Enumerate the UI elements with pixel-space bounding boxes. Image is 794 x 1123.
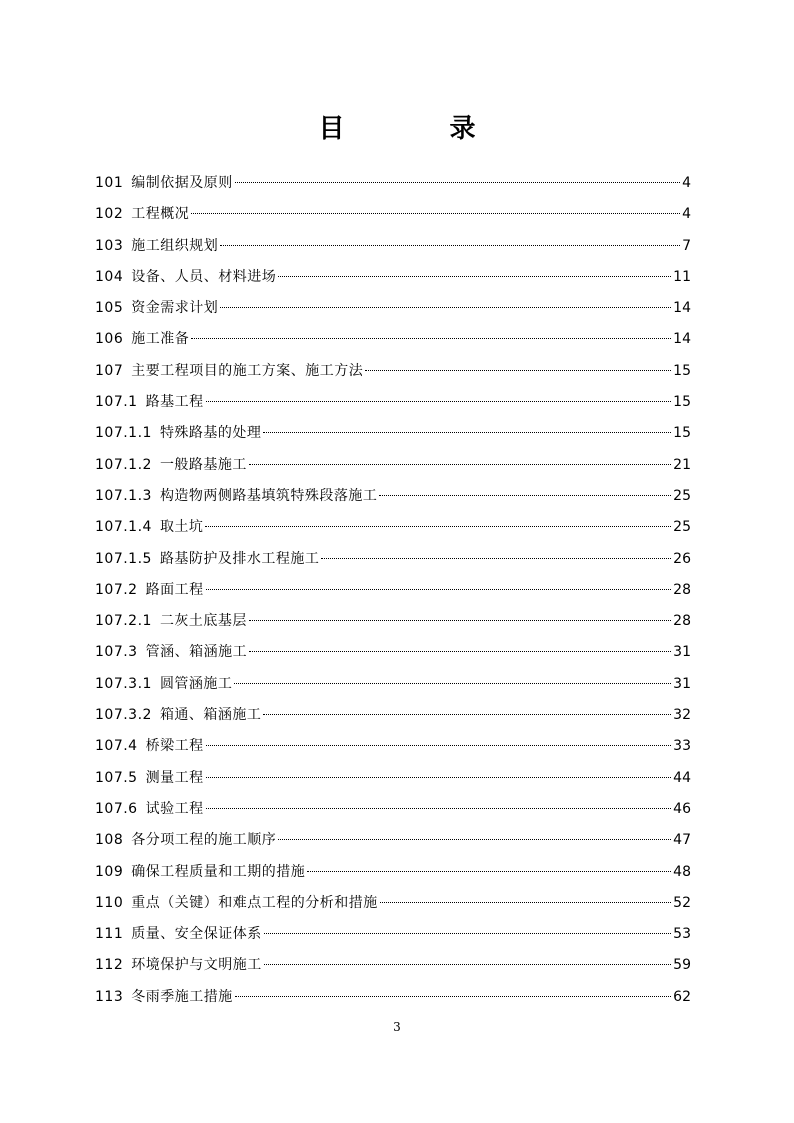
toc-entry[interactable] bbox=[95, 763, 691, 794]
toc-entry-title bbox=[95, 763, 204, 794]
toc-entry-number: 107.4 bbox=[95, 738, 138, 755]
toc-dot-leader bbox=[249, 620, 671, 621]
toc-entry-page: 59 bbox=[673, 957, 691, 974]
toc-entry-page: 25 bbox=[673, 487, 691, 504]
toc-entry-number: 106 bbox=[95, 331, 124, 348]
toc-dot-leader bbox=[206, 589, 672, 590]
toc-entry-page: 7 bbox=[682, 237, 691, 254]
toc-entry-title bbox=[95, 512, 203, 543]
toc-entry-title bbox=[95, 231, 218, 262]
toc-entry-page: 46 bbox=[673, 800, 691, 817]
toc-entry-page: 52 bbox=[673, 894, 691, 911]
toc-dot-leader bbox=[264, 933, 671, 934]
toc-entry-page: 15 bbox=[673, 425, 691, 442]
toc-entry-title bbox=[95, 450, 247, 481]
toc-entry-page: 47 bbox=[673, 832, 691, 849]
toc-entry-title bbox=[95, 637, 247, 668]
toc-entry-number: 107.3.2 bbox=[95, 707, 152, 724]
toc-entry-number: 113 bbox=[95, 988, 124, 1005]
toc-entry-label: 各分项工程的施工顺序 bbox=[131, 832, 277, 849]
toc-entry-label: 路基防护及排水工程施工 bbox=[159, 550, 320, 567]
toc-entry-title bbox=[95, 575, 204, 606]
toc-entry-label: 路基工程 bbox=[145, 394, 204, 411]
toc-entry[interactable] bbox=[95, 982, 691, 1013]
toc-entry[interactable] bbox=[95, 387, 691, 418]
toc-entry[interactable] bbox=[95, 669, 691, 700]
toc-entry-title bbox=[95, 262, 276, 293]
toc-dot-leader bbox=[321, 558, 671, 559]
toc-entry-page: 15 bbox=[673, 362, 691, 379]
toc-entry-label: 取土坑 bbox=[159, 519, 204, 536]
table-of-contents bbox=[95, 168, 691, 1013]
page-number: 3 bbox=[393, 1020, 401, 1034]
toc-entry-number: 107.1.3 bbox=[95, 487, 152, 504]
toc-dot-leader bbox=[206, 401, 672, 402]
toc-entry[interactable] bbox=[95, 637, 691, 668]
toc-entry[interactable] bbox=[95, 356, 691, 387]
toc-entry-title bbox=[95, 544, 319, 575]
toc-dot-leader bbox=[263, 714, 671, 715]
toc-dot-leader bbox=[220, 307, 671, 308]
toc-entry-label: 桥梁工程 bbox=[145, 738, 204, 755]
toc-entry-title bbox=[95, 919, 262, 950]
toc-dot-leader bbox=[380, 902, 671, 903]
toc-dot-leader bbox=[379, 495, 671, 496]
toc-entry-label: 质量、安全保证体系 bbox=[131, 926, 262, 943]
toc-entry-label: 工程概况 bbox=[131, 206, 190, 223]
toc-entry-label: 环境保护与文明施工 bbox=[131, 957, 262, 974]
toc-entry-page: 31 bbox=[673, 644, 691, 661]
toc-entry-number: 107.1.4 bbox=[95, 519, 152, 536]
toc-entry-page: 15 bbox=[673, 394, 691, 411]
toc-entry[interactable] bbox=[95, 512, 691, 543]
toc-entry-page: 33 bbox=[673, 738, 691, 755]
toc-entry[interactable] bbox=[95, 606, 691, 637]
toc-entry-page: 4 bbox=[682, 175, 691, 191]
toc-entry-label: 设备、人员、材料进场 bbox=[131, 268, 277, 285]
toc-entry-number: 108 bbox=[95, 832, 124, 849]
toc-entry-page: 48 bbox=[673, 863, 691, 880]
toc-entry[interactable] bbox=[95, 919, 691, 950]
toc-entry[interactable] bbox=[95, 168, 691, 199]
toc-entry-page: 14 bbox=[673, 300, 691, 317]
toc-entry[interactable] bbox=[95, 262, 691, 293]
toc-dot-leader bbox=[205, 526, 671, 527]
toc-dot-leader bbox=[191, 338, 671, 339]
toc-entry-title bbox=[95, 293, 218, 324]
toc-entry-number: 107.5 bbox=[95, 769, 138, 786]
toc-entry[interactable] bbox=[95, 700, 691, 731]
toc-entry-number: 107.1 bbox=[95, 394, 138, 411]
toc-dot-leader bbox=[220, 245, 680, 246]
toc-entry[interactable] bbox=[95, 293, 691, 324]
toc-entry-number: 109 bbox=[95, 863, 124, 880]
toc-entry-number: 107 bbox=[95, 362, 124, 379]
toc-entry-title bbox=[95, 794, 204, 825]
toc-entry-label: 主要工程项目的施工方案、施工方法 bbox=[131, 362, 364, 379]
toc-entry-page: 14 bbox=[673, 331, 691, 348]
toc-entry-title bbox=[95, 356, 363, 387]
toc-entry[interactable] bbox=[95, 418, 691, 449]
toc-entry-number: 102 bbox=[95, 206, 124, 223]
toc-entry-number: 103 bbox=[95, 237, 124, 254]
toc-entry-title bbox=[95, 669, 232, 700]
toc-entry[interactable] bbox=[95, 231, 691, 262]
toc-entry[interactable] bbox=[95, 950, 691, 981]
toc-entry-title bbox=[95, 199, 189, 230]
toc-entry[interactable] bbox=[95, 544, 691, 575]
toc-entry-label: 重点（关键）和难点工程的分析和措施 bbox=[131, 894, 378, 911]
toc-entry-title bbox=[95, 700, 261, 731]
toc-entry-number: 111 bbox=[95, 926, 124, 943]
toc-entry[interactable] bbox=[95, 481, 691, 512]
toc-dot-leader bbox=[263, 432, 671, 433]
toc-entry-number: 107.6 bbox=[95, 800, 138, 817]
toc-dot-leader bbox=[264, 964, 671, 965]
toc-entry-label: 施工组织规划 bbox=[131, 237, 219, 254]
toc-entry[interactable] bbox=[95, 324, 691, 355]
toc-dot-leader bbox=[249, 651, 671, 652]
toc-entry[interactable] bbox=[95, 857, 691, 888]
toc-entry[interactable] bbox=[95, 731, 691, 762]
toc-entry-title bbox=[95, 606, 247, 637]
toc-entry[interactable] bbox=[95, 450, 691, 481]
toc-entry-label: 冬雨季施工措施 bbox=[131, 988, 233, 1005]
toc-entry[interactable] bbox=[95, 575, 691, 606]
toc-entry-label: 特殊路基的处理 bbox=[159, 425, 262, 442]
toc-entry-page: 53 bbox=[673, 926, 691, 943]
toc-entry-page: 21 bbox=[673, 456, 691, 473]
toc-entry-label: 构造物两侧路基填筑特殊段落施工 bbox=[159, 487, 378, 504]
toc-entry-title bbox=[95, 825, 276, 856]
toc-entry-label: 确保工程质量和工期的措施 bbox=[131, 863, 306, 880]
toc-entry-number: 112 bbox=[95, 957, 124, 974]
toc-entry-number: 107.1.1 bbox=[95, 425, 152, 442]
toc-entry-number: 101 bbox=[95, 175, 124, 191]
toc-dot-leader bbox=[191, 213, 680, 214]
toc-dot-leader bbox=[206, 777, 672, 778]
toc-entry-number: 105 bbox=[95, 300, 124, 317]
toc-dot-leader bbox=[307, 871, 671, 872]
toc-entry-title bbox=[95, 324, 189, 355]
toc-entry-label: 路面工程 bbox=[145, 581, 204, 598]
toc-entry-title bbox=[95, 982, 233, 1013]
toc-entry-page: 11 bbox=[673, 268, 691, 285]
toc-dot-leader bbox=[235, 182, 680, 183]
toc-entry-page: 25 bbox=[673, 519, 691, 536]
toc-entry-number: 107.1.5 bbox=[95, 550, 152, 567]
toc-entry-label: 二灰土底基层 bbox=[159, 613, 247, 630]
toc-entry-number: 104 bbox=[95, 268, 124, 285]
toc-entry-page: 32 bbox=[673, 707, 691, 724]
toc-entry-label: 圆管涵施工 bbox=[159, 675, 233, 692]
toc-entry[interactable] bbox=[95, 888, 691, 919]
toc-entry-number: 107.2.1 bbox=[95, 613, 152, 630]
toc-entry[interactable] bbox=[95, 794, 691, 825]
toc-entry-number: 107.1.2 bbox=[95, 456, 152, 473]
toc-entry-number: 110 bbox=[95, 894, 124, 911]
toc-entry-page: 28 bbox=[673, 613, 691, 630]
toc-entry-page: 31 bbox=[673, 675, 691, 692]
toc-entry-label: 施工准备 bbox=[131, 331, 190, 348]
toc-dot-leader bbox=[278, 839, 671, 840]
toc-entry-label: 编制依据及原则 bbox=[131, 175, 233, 191]
toc-dot-leader bbox=[278, 276, 671, 277]
toc-dot-leader bbox=[206, 808, 672, 809]
toc-entry-title bbox=[95, 168, 233, 199]
toc-entry-label: 试验工程 bbox=[145, 800, 204, 817]
toc-entry-title bbox=[95, 418, 261, 449]
page-title: 目 录 bbox=[318, 114, 524, 144]
toc-entry-number: 107.3.1 bbox=[95, 675, 152, 692]
toc-entry-number: 107.2 bbox=[95, 581, 138, 598]
toc-entry-label: 管涵、箱涵施工 bbox=[145, 644, 248, 661]
toc-entry-label: 箱通、箱涵施工 bbox=[159, 707, 262, 724]
toc-entry-label: 一般路基施工 bbox=[159, 456, 247, 473]
toc-entry-title bbox=[95, 731, 204, 762]
toc-entry-number: 107.3 bbox=[95, 644, 138, 661]
toc-entry-title bbox=[95, 950, 262, 981]
toc-entry-page: 44 bbox=[673, 769, 691, 786]
toc-dot-leader bbox=[234, 683, 671, 684]
toc-entry-title bbox=[95, 857, 305, 888]
toc-entry[interactable] bbox=[95, 825, 691, 856]
toc-dot-leader bbox=[249, 464, 671, 465]
toc-entry-label: 测量工程 bbox=[145, 769, 204, 786]
toc-dot-leader bbox=[365, 370, 671, 371]
toc-entry-label: 资金需求计划 bbox=[131, 300, 219, 317]
toc-dot-leader bbox=[235, 996, 671, 997]
toc-dot-leader bbox=[206, 745, 672, 746]
toc-entry-page: 26 bbox=[673, 550, 691, 567]
toc-entry-title bbox=[95, 888, 378, 919]
toc-entry-title bbox=[95, 387, 204, 418]
toc-entry-page: 62 bbox=[673, 988, 691, 1005]
toc-entry-title bbox=[95, 481, 377, 512]
toc-entry-page: 4 bbox=[682, 206, 691, 223]
toc-entry-page: 28 bbox=[673, 581, 691, 598]
toc-entry[interactable] bbox=[95, 199, 691, 230]
